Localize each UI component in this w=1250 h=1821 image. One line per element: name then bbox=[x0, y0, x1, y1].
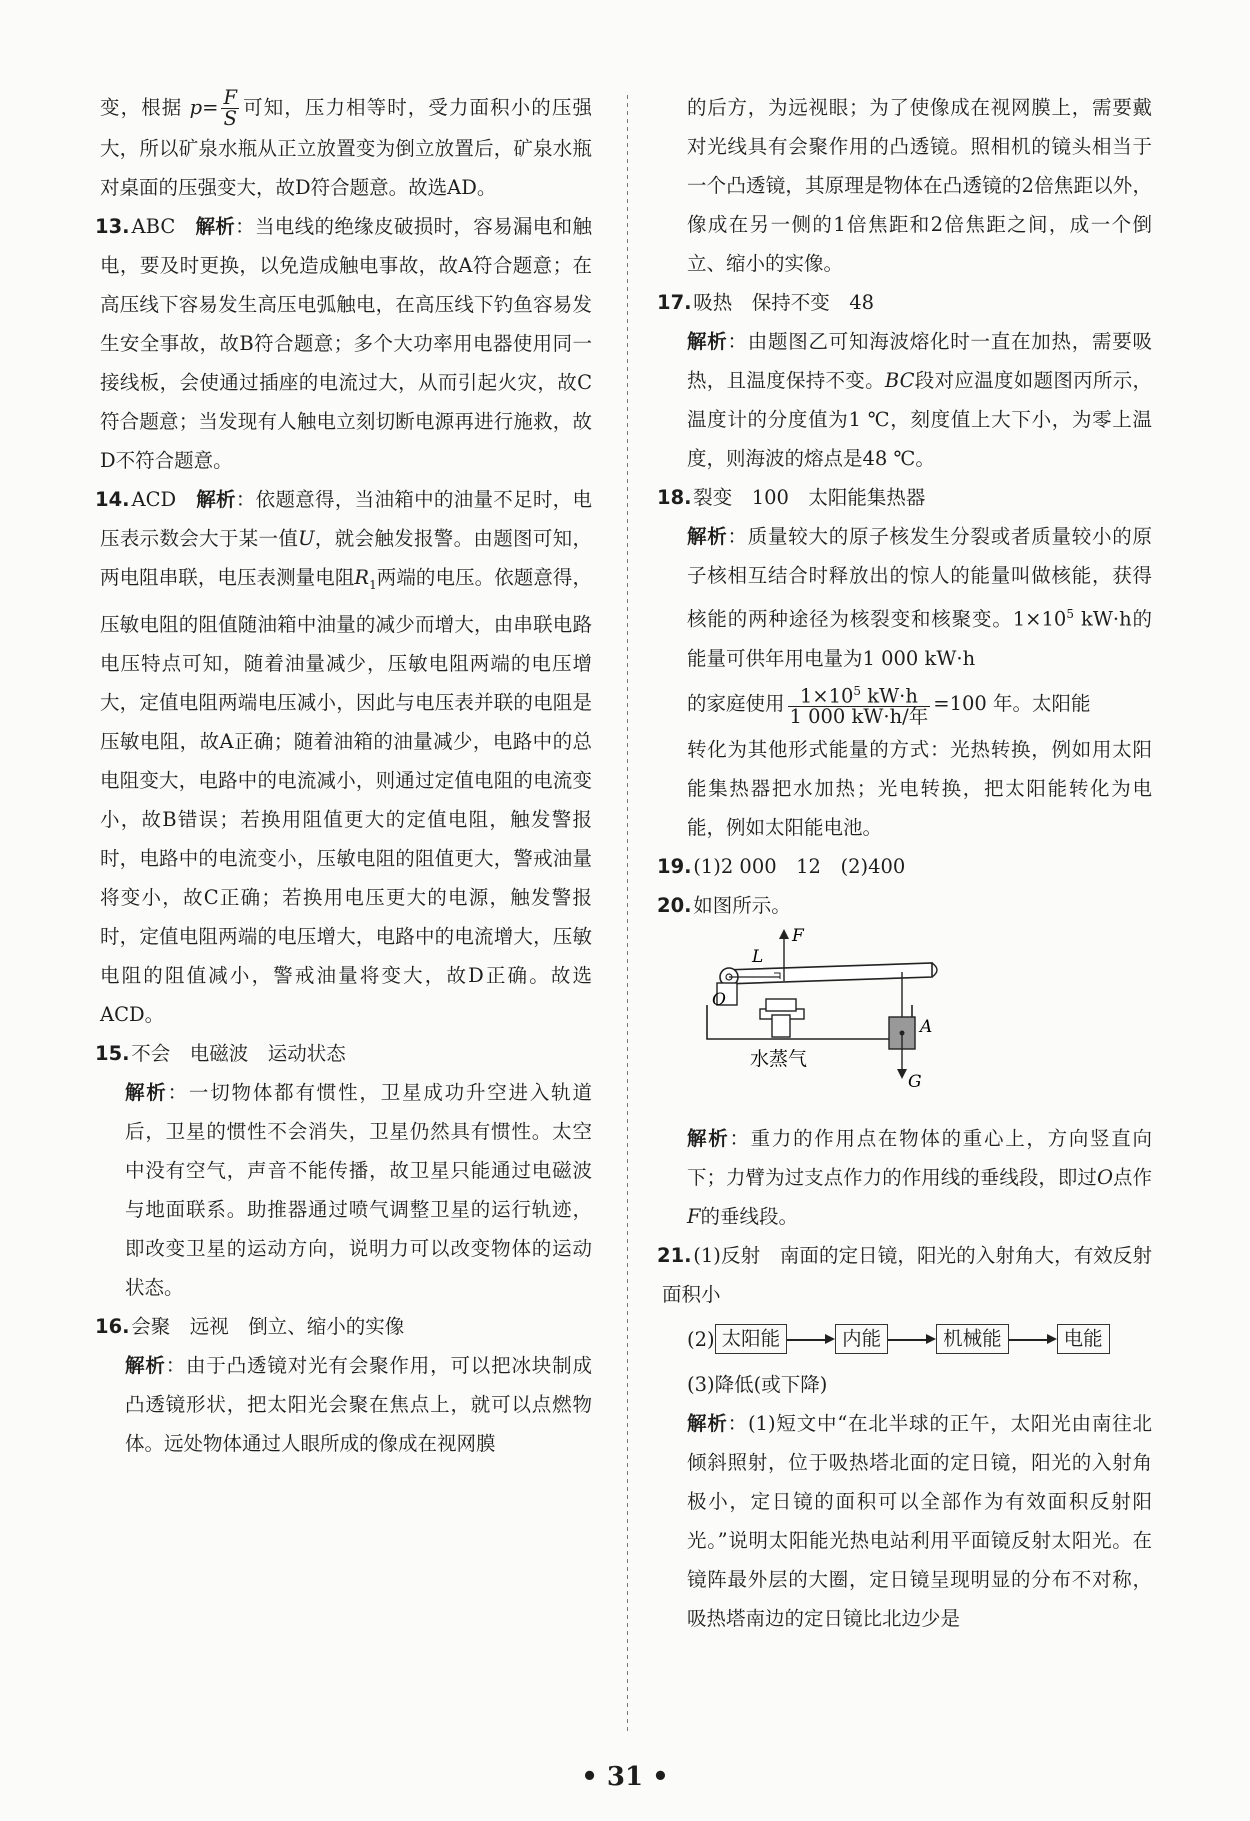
answer: 会聚 远视 倒立、缩小的实像 bbox=[131, 1314, 405, 1338]
energy-flow: (2) 太阳能 内能 机械能 电能 bbox=[662, 1320, 1152, 1359]
analysis-label: 解析 bbox=[687, 1411, 728, 1435]
q19 bbox=[657, 847, 1152, 886]
flow-box-electric: 电能 bbox=[1057, 1324, 1110, 1354]
label-g: G bbox=[908, 1071, 922, 1092]
flow-box-solar: 太阳能 bbox=[715, 1324, 788, 1354]
q15-analysis: 解析：一切物体都有惯性，卫星成功升空进入轨道后，卫星的惯性不会消失，卫星仍然具有惯性。太空中没有空气，声音不能传播，故卫星只能通过电磁波与地面联系。助推器通过喷气调整卫星的运行轨迹，即改变卫星的运动方向，说明力可以改变物体的运动状态。 bbox=[125, 1080, 592, 1299]
answer: 裂变 100 太阳能集热器 bbox=[693, 486, 926, 509]
answer: (1)2 000 12 (2)400 bbox=[693, 854, 906, 878]
question-number: 13. bbox=[95, 215, 130, 238]
question-number: 20. bbox=[657, 893, 692, 917]
q18-equation: 的家庭使用 $\frac{1\times 10^5 kW\cdot h}{\text{1 000 kW·h/年}}$ =100 年。太阳能 bbox=[662, 678, 1152, 730]
q16-continuation: 的后方，为远视眼；为了使像成在视网膜上，需要戴对光线具有会聚作用的凸透镜。照相机的镜头相当于一个凸透镜，其原理是物体在凸透镜的2倍焦距以外，像成在另一侧的1倍焦距和2倍焦距之间，成一个倒立、缩小的实像。 bbox=[687, 96, 1152, 275]
question-number: 18. bbox=[657, 486, 692, 509]
column-divider bbox=[627, 95, 628, 1735]
analysis-label: 解析 bbox=[125, 1353, 166, 1377]
analysis-label: 解析 bbox=[687, 1126, 730, 1150]
analysis-label: 解析 bbox=[195, 215, 236, 238]
question-number: 14. bbox=[95, 488, 130, 511]
question-number: 21. bbox=[657, 1243, 692, 1267]
arrow-icon bbox=[888, 1333, 936, 1345]
q20-analysis: 解析：重力的作用点在物体的重心上，方向竖直向下；力臂为过支点作力的作用线的垂线段，即过O点作F的垂线段。 bbox=[687, 1126, 1152, 1228]
flow-box-internal: 内能 bbox=[835, 1324, 888, 1354]
label-a: A bbox=[920, 1016, 933, 1037]
q18-analysis: 解析：质量较大的原子核发生分裂或者质量较小的原子核相互结合时释放出的惊人的能量叫做核能，获得核能的两种途径为核裂变和核聚变。$1\times 10^5$ kW·h的能量可供年用电量为1 000 kW·h bbox=[687, 525, 1152, 670]
formula-p: p= bbox=[189, 96, 219, 119]
q18 bbox=[657, 478, 1152, 517]
right-column bbox=[657, 88, 1152, 1638]
answer: 如图所示。 bbox=[693, 893, 791, 917]
flow-box-mechanical: 机械能 bbox=[936, 1324, 1009, 1354]
answer: 吸热 保持不变 48 bbox=[693, 291, 875, 314]
q16-analysis: 解析：由于凸透镜对光有会聚作用，可以把冰块制成凸透镜形状，把太阳光会聚在焦点上，就可以点燃物体。远处物体通过人眼所成的像成在视网膜 bbox=[125, 1353, 592, 1455]
answer: ABC bbox=[131, 215, 176, 238]
answer: 不会 电磁波 运动状态 bbox=[131, 1041, 346, 1065]
q13: 13. ABC 解析：当电线的绝缘皮破损时，容易漏电和触电，要及时更换，以免造成触电事故，故A符合题意；在高压线下容易发生高压电弧触电，在高压线下钓鱼容易发生安全事故，故B符合题意；多个大功率用电器使用同一接线板，会使通过插座的电流过大，从而引起火灾，故C符合题意；当发现有人触电立刻切断电源再进行施救，故D不符合题意。 bbox=[100, 207, 592, 480]
q16 bbox=[95, 1307, 592, 1346]
analysis-label: 解析 bbox=[687, 525, 728, 548]
left-column bbox=[95, 86, 592, 1463]
q21 bbox=[657, 1236, 1152, 1314]
figure-caption-steam: 水蒸气 bbox=[750, 1047, 808, 1070]
page-number: • 31 • bbox=[581, 1762, 669, 1792]
label-o: O bbox=[712, 989, 726, 1010]
q18-analysis-cont: 转化为其他形式能量的方式：光热转换，例如用太阳能集热器把水加热；光电转换，把太阳能转化为电能，例如太阳能电池。 bbox=[687, 737, 1152, 839]
answer-part1: (1)反射 南面的定日镜，阳光的入射角大，有效反射面积小 bbox=[662, 1243, 1152, 1306]
q17-analysis: 解析：由题图乙可知海波熔化时一直在加热，需要吸热，且温度保持不变。BC段对应温度如题图丙所示，温度计的分度值为1 ℃，刻度值上大下小，为零上温度，则海波的熔点是48 ℃。 bbox=[687, 330, 1152, 470]
question-number: 17. bbox=[657, 291, 692, 314]
question-number: 19. bbox=[657, 854, 692, 878]
analysis-label: 解析 bbox=[687, 330, 728, 353]
arrow-icon bbox=[1009, 1333, 1057, 1345]
question-number: 16. bbox=[95, 1314, 130, 1338]
q17 bbox=[657, 283, 1152, 322]
q15 bbox=[95, 1034, 592, 1073]
label-f: F bbox=[792, 926, 804, 946]
q14: 14. ACD 解析：依题意得，当油箱中的油量不足时，电压表示数会大于某一值U，就会触发报警。由题图可知，两电阻串联，电压表测量电阻$R_1$两端的电压。依题意得，压敏电阻的阻值随油箱中油量的减少而增大，由串联电路电压特点可知，随着油量减少，压敏电阻两端的电压增大，定值电阻两端电压减小，因此与电压表并联的电阻是压敏电阻，故A正确；随着油箱的油量减少，电路中的总电阻变大，电路中的电流减小，则通过定值电阻的电流变小，故B错误；若换用阻值更大的定值电阻，触发警报时，电路中的电流变小，压敏电阻的阻值更大，警戒油量将变小，故C正确；若换用电压更大的电源，触发警报时，定值电阻两端的电压增大，电路中的电流增大，压敏电阻的阻值减小，警戒油量将变大，故D正确。故选ACD。 bbox=[100, 480, 592, 1034]
analysis-label: 解析 bbox=[196, 488, 236, 511]
answer: ACD bbox=[131, 488, 177, 511]
q21-analysis: 解析：(1)短文中“在北半球的正午，太阳光由南往北倾斜照射，位于吸热塔北面的定日镜，阳光的入射角极小，定日镜的面积可以全部作为有效面积反射阳光。”说明太阳能光热电站利用平面镜反射太阳光。在镜阵最外层的大圈，定日镜呈现明显的分布不对称，吸热塔南边的定日镜比北边少是 bbox=[687, 1411, 1152, 1630]
fraction-f-over-s: $\frac{F}{S}$ bbox=[223, 86, 238, 130]
energy-fraction: $\frac{1\times 10^5 kW\cdot h}{\text{1 000 kW·h/年}}$ bbox=[788, 681, 931, 728]
label-l: L bbox=[752, 946, 764, 967]
question-number: 15. bbox=[95, 1041, 130, 1065]
lever-diagram bbox=[702, 927, 972, 1117]
q20 bbox=[657, 886, 1152, 925]
arrow-icon bbox=[787, 1333, 835, 1345]
q12-continuation: 变，根据 p= $\frac{F}{S}$ 可知，压力相等时，受力面积小的压强大，所以矿泉水瓶从正立放置变为倒立放置后，矿泉水瓶对桌面的压强变大，故D符合题意。故选AD。 bbox=[100, 86, 592, 199]
analysis-label: 解析 bbox=[125, 1080, 168, 1104]
answer-part3: (3)降低(或下降) bbox=[687, 1372, 828, 1396]
